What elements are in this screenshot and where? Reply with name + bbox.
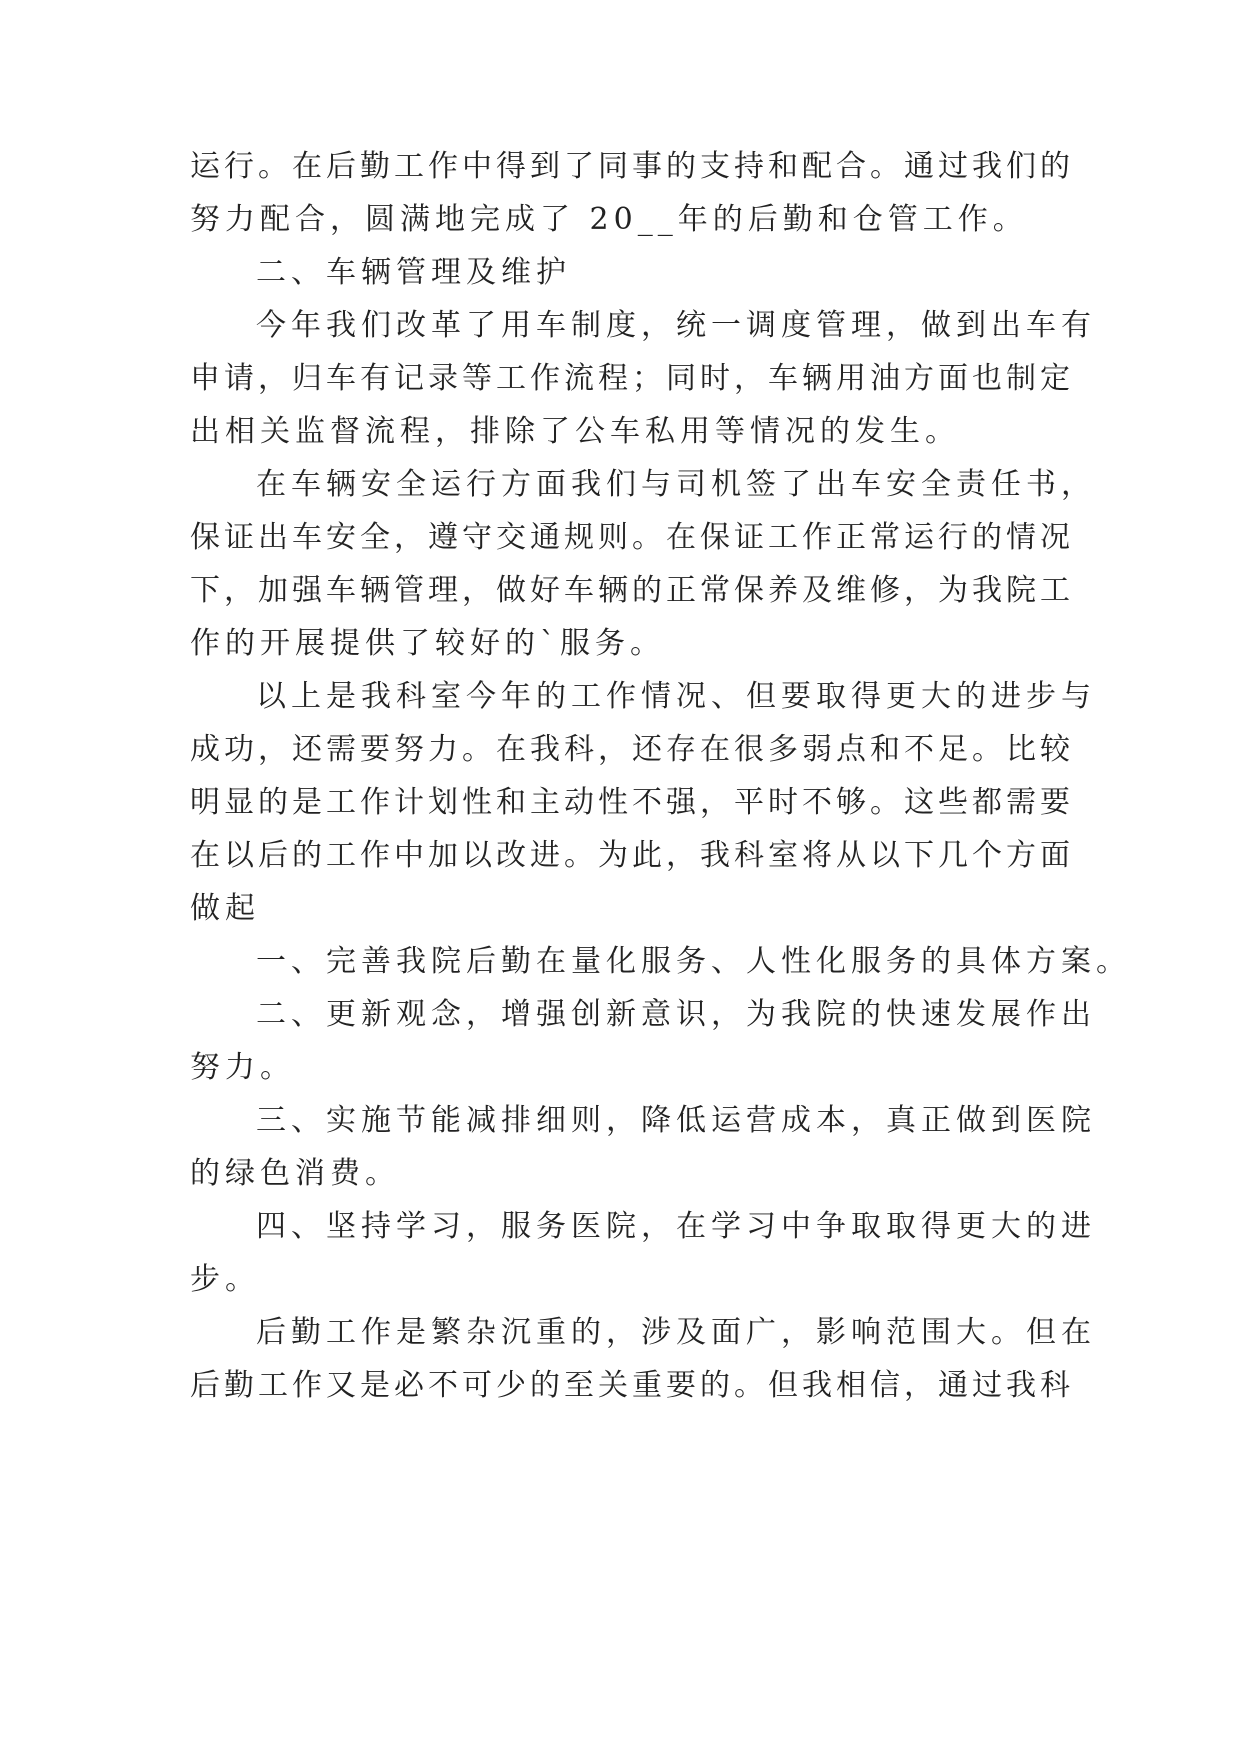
text-line: 在车辆安全运行方面我们与司机签了出车安全责任书，: [256, 467, 1096, 502]
text-line: 运行。在后勤工作中得到了同事的支持和配合。通过我们的: [190, 149, 1074, 184]
list-item: 四、坚持学习，服务医院，在学习中争取取得更大的进: [256, 1209, 1096, 1244]
text-line: 作的开展提供了较好的`服务。: [190, 626, 665, 661]
section-heading: 二、车辆管理及维护: [256, 255, 571, 290]
text-line: 努力配合，圆满地完成了 20__年的后勤和仓管工作。: [190, 202, 1028, 237]
text-line: 以上是我科室今年的工作情况、但要取得更大的进步与: [256, 679, 1096, 714]
text-line: 今年我们改革了用车制度，统一调度管理，做到出车有: [256, 308, 1096, 343]
text-line: 步。: [190, 1262, 260, 1297]
text-line: 努力。: [190, 1050, 295, 1085]
text-line: 下，加强车辆管理，做好车辆的正常保养及维修，为我院工: [190, 573, 1074, 608]
text-line: 成功，还需要努力。在我科，还存在很多弱点和不足。比较: [190, 732, 1074, 767]
text-line: 申请，归车有记录等工作流程；同时，车辆用油方面也制定: [190, 361, 1074, 396]
list-item: 二、更新观念，增强创新意识，为我院的快速发展作出: [256, 997, 1096, 1032]
text-line: 的绿色消费。: [190, 1156, 400, 1191]
text-line: 做起: [190, 891, 260, 926]
text-line: 保证出车安全，遵守交通规则。在保证工作正常运行的情况: [190, 520, 1074, 555]
text-line: 在以后的工作中加以改进。为此，我科室将从以下几个方面: [190, 838, 1074, 873]
text-line: 后勤工作又是必不可少的至关重要的。但我相信，通过我科: [190, 1368, 1074, 1403]
text-line: 后勤工作是繁杂沉重的，涉及面广，影响范围大。但在: [256, 1315, 1096, 1350]
list-item: 一、完善我院后勤在量化服务、人性化服务的具体方案。: [256, 944, 1131, 979]
list-item: 三、实施节能减排细则，降低运营成本，真正做到医院: [256, 1103, 1096, 1138]
text-line: 明显的是工作计划性和主动性不强，平时不够。这些都需要: [190, 785, 1074, 820]
text-line: 出相关监督流程，排除了公车私用等情况的发生。: [190, 414, 960, 449]
